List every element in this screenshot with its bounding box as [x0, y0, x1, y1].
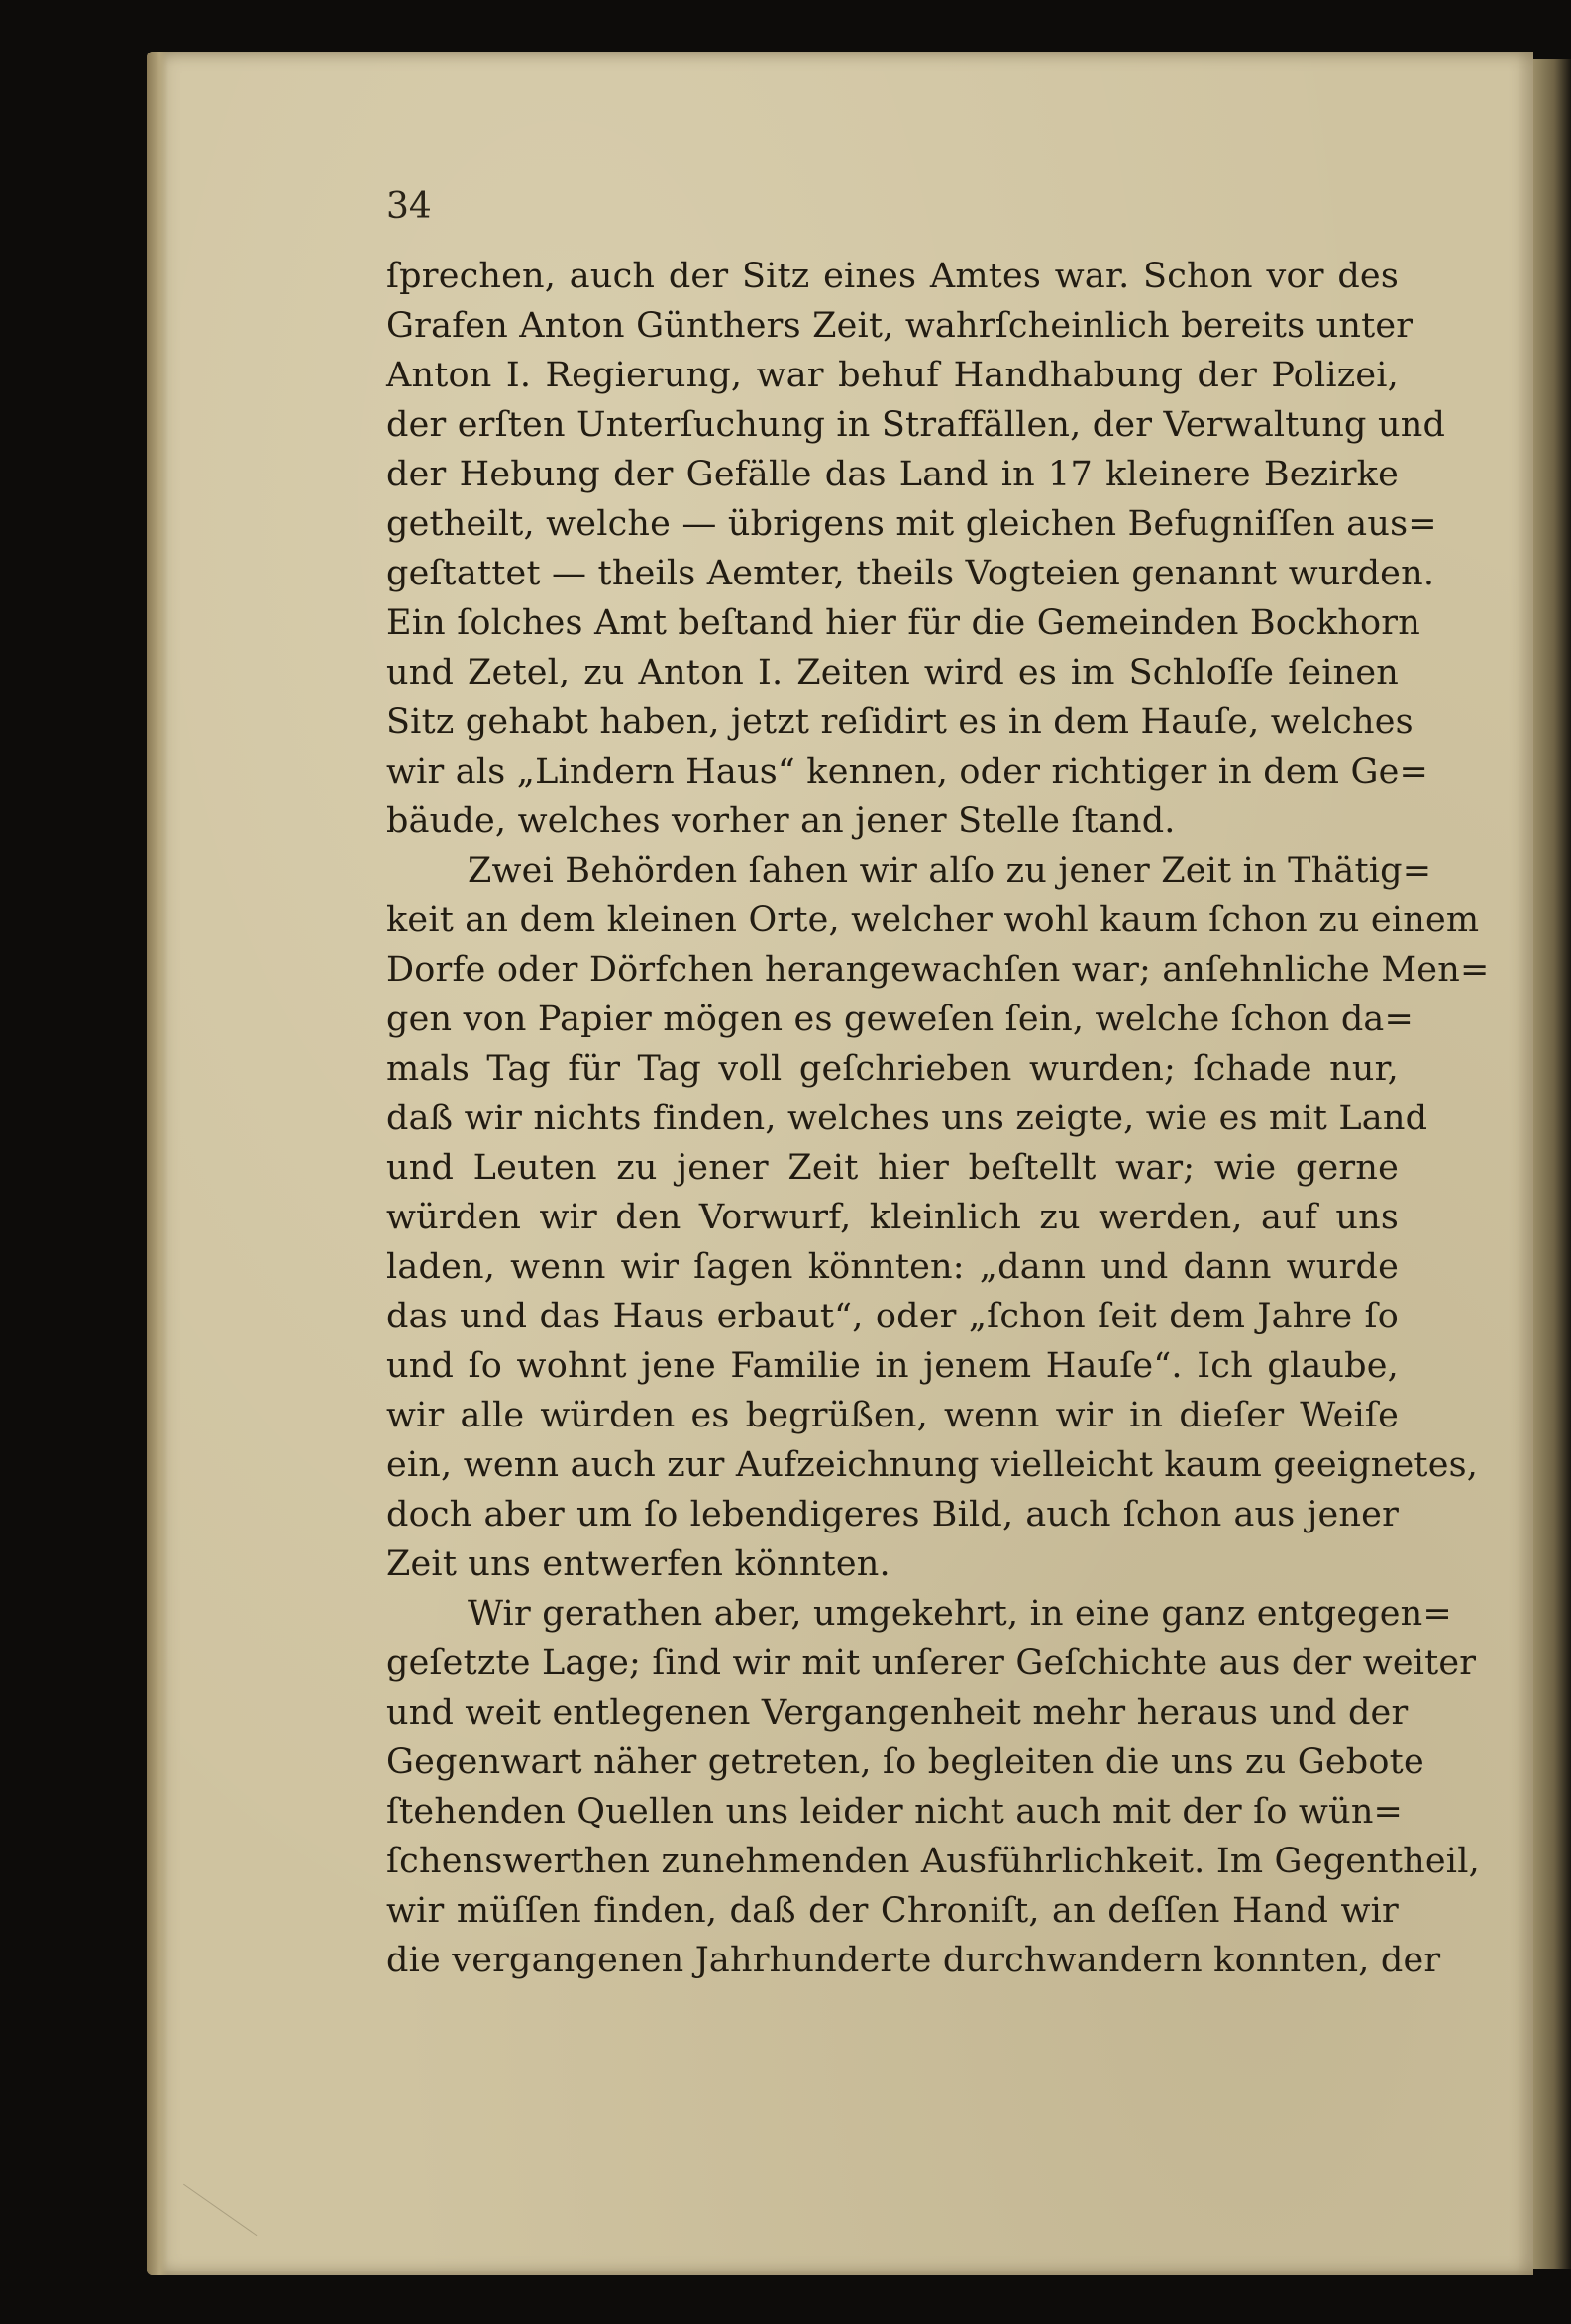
- text-line: daß wir nichts finden, welches uns zeigte, wie es mit Land: [386, 1099, 1428, 1138]
- text-line: Zwei Behörden ſahen wir alſo zu jener Zeit in Thätig=: [468, 851, 1432, 891]
- text-line: laden, wenn wir ſagen könnten: „dann und dann wurde: [386, 1247, 1399, 1287]
- text-line: ſprechen, auch der Sitz eines Amtes war. Schon vor des: [386, 257, 1399, 296]
- text-line: bäude, welches vorher an jener Stelle ſtand.: [386, 801, 1176, 841]
- text-line: geſetzte Lage; ſind wir mit unſerer Geſchichte aus der weiter: [386, 1643, 1477, 1683]
- text-line: mals Tag für Tag voll geſchrieben wurden; ſchade nur,: [386, 1049, 1399, 1089]
- text-line: Wir gerathen aber, umgekehrt, in eine ganz entgegen=: [468, 1594, 1452, 1634]
- text-line: keit an dem kleinen Orte, welcher wohl kaum ſchon zu einem: [386, 900, 1480, 940]
- text-line: der erſten Unterſuchung in Straffällen, der Verwaltung und: [386, 405, 1446, 445]
- text-line: das und das Haus erbaut“, oder „ſchon ſeit dem Jahre ſo: [386, 1297, 1399, 1336]
- text-line: die vergangenen Jahrhunderte durchwandern konnten, der: [386, 1941, 1441, 1980]
- text-line: geſtattet — theils Aemter, theils Vogteien genannt wurden.: [386, 554, 1435, 593]
- body-text: [386, 252, 1490, 1985]
- text-line: gen von Papier mögen es geweſen ſein, welche ſchon da=: [386, 1000, 1414, 1039]
- text-line: Gegenwart näher getreten, ſo begleiten die uns zu Gebote: [386, 1743, 1424, 1782]
- text-line: Sitz gehabt haben, jetzt reſidirt es in dem Hauſe, welches: [386, 702, 1414, 742]
- text-line: der Hebung der Gefälle das Land in 17 kleinere Bezirke: [386, 455, 1399, 494]
- text-line: doch aber um ſo lebendigeres Bild, auch ſchon aus jener: [386, 1495, 1399, 1534]
- text-line: Zeit uns entwerfen könnten.: [386, 1544, 890, 1584]
- page-binding-edge: [147, 52, 168, 2275]
- text-line: und Zetel, zu Anton I. Zeiten wird es im Schloſſe ſeinen: [386, 653, 1399, 692]
- text-line: Anton I. Regierung, war behuf Handhabung der Polizei,: [386, 356, 1399, 395]
- text-line: wir müſſen finden, daß der Chroniſt, an deſſen Hand wir: [386, 1891, 1399, 1931]
- text-line: ein, wenn auch zur Aufzeichnung vielleicht kaum geeignetes,: [386, 1445, 1479, 1485]
- text-line: getheilt, welche — übrigens mit gleichen Befugniſſen aus=: [386, 504, 1437, 544]
- text-line: ſtehenden Quellen uns leider nicht auch mit der ſo wün=: [386, 1792, 1404, 1832]
- text-line: ſchenswerthen zunehmenden Ausführlichkeit. Im Gegentheil,: [386, 1842, 1480, 1881]
- text-line: würden wir den Vorwurf, kleinlich zu werden, auf uns: [386, 1198, 1399, 1237]
- text-line: wir alle würden es begrüßen, wenn wir in dieſer Weiſe: [386, 1396, 1399, 1435]
- text-line: wir als „Lindern Haus“ kennen, oder richtiger in dem Ge=: [386, 752, 1429, 792]
- text-line: Grafen Anton Günthers Zeit, wahrſcheinlich bereits unter: [386, 306, 1414, 346]
- text-line: Ein ſolches Amt beſtand hier für die Gemeinden Bockhorn: [386, 603, 1420, 643]
- text-line: und ſo wohnt jene Familie in jenem Hauſe“. Ich glaube,: [386, 1346, 1399, 1386]
- text-line: und Leuten zu jener Zeit hier beſtellt war; wie gerne: [386, 1148, 1399, 1188]
- text-line: Dorfe oder Dörfchen herangewachſen war; anſehnliche Men=: [386, 950, 1490, 990]
- page-number: 34: [386, 186, 432, 227]
- text-line: und weit entlegenen Vergangenheit mehr heraus und der: [386, 1693, 1409, 1733]
